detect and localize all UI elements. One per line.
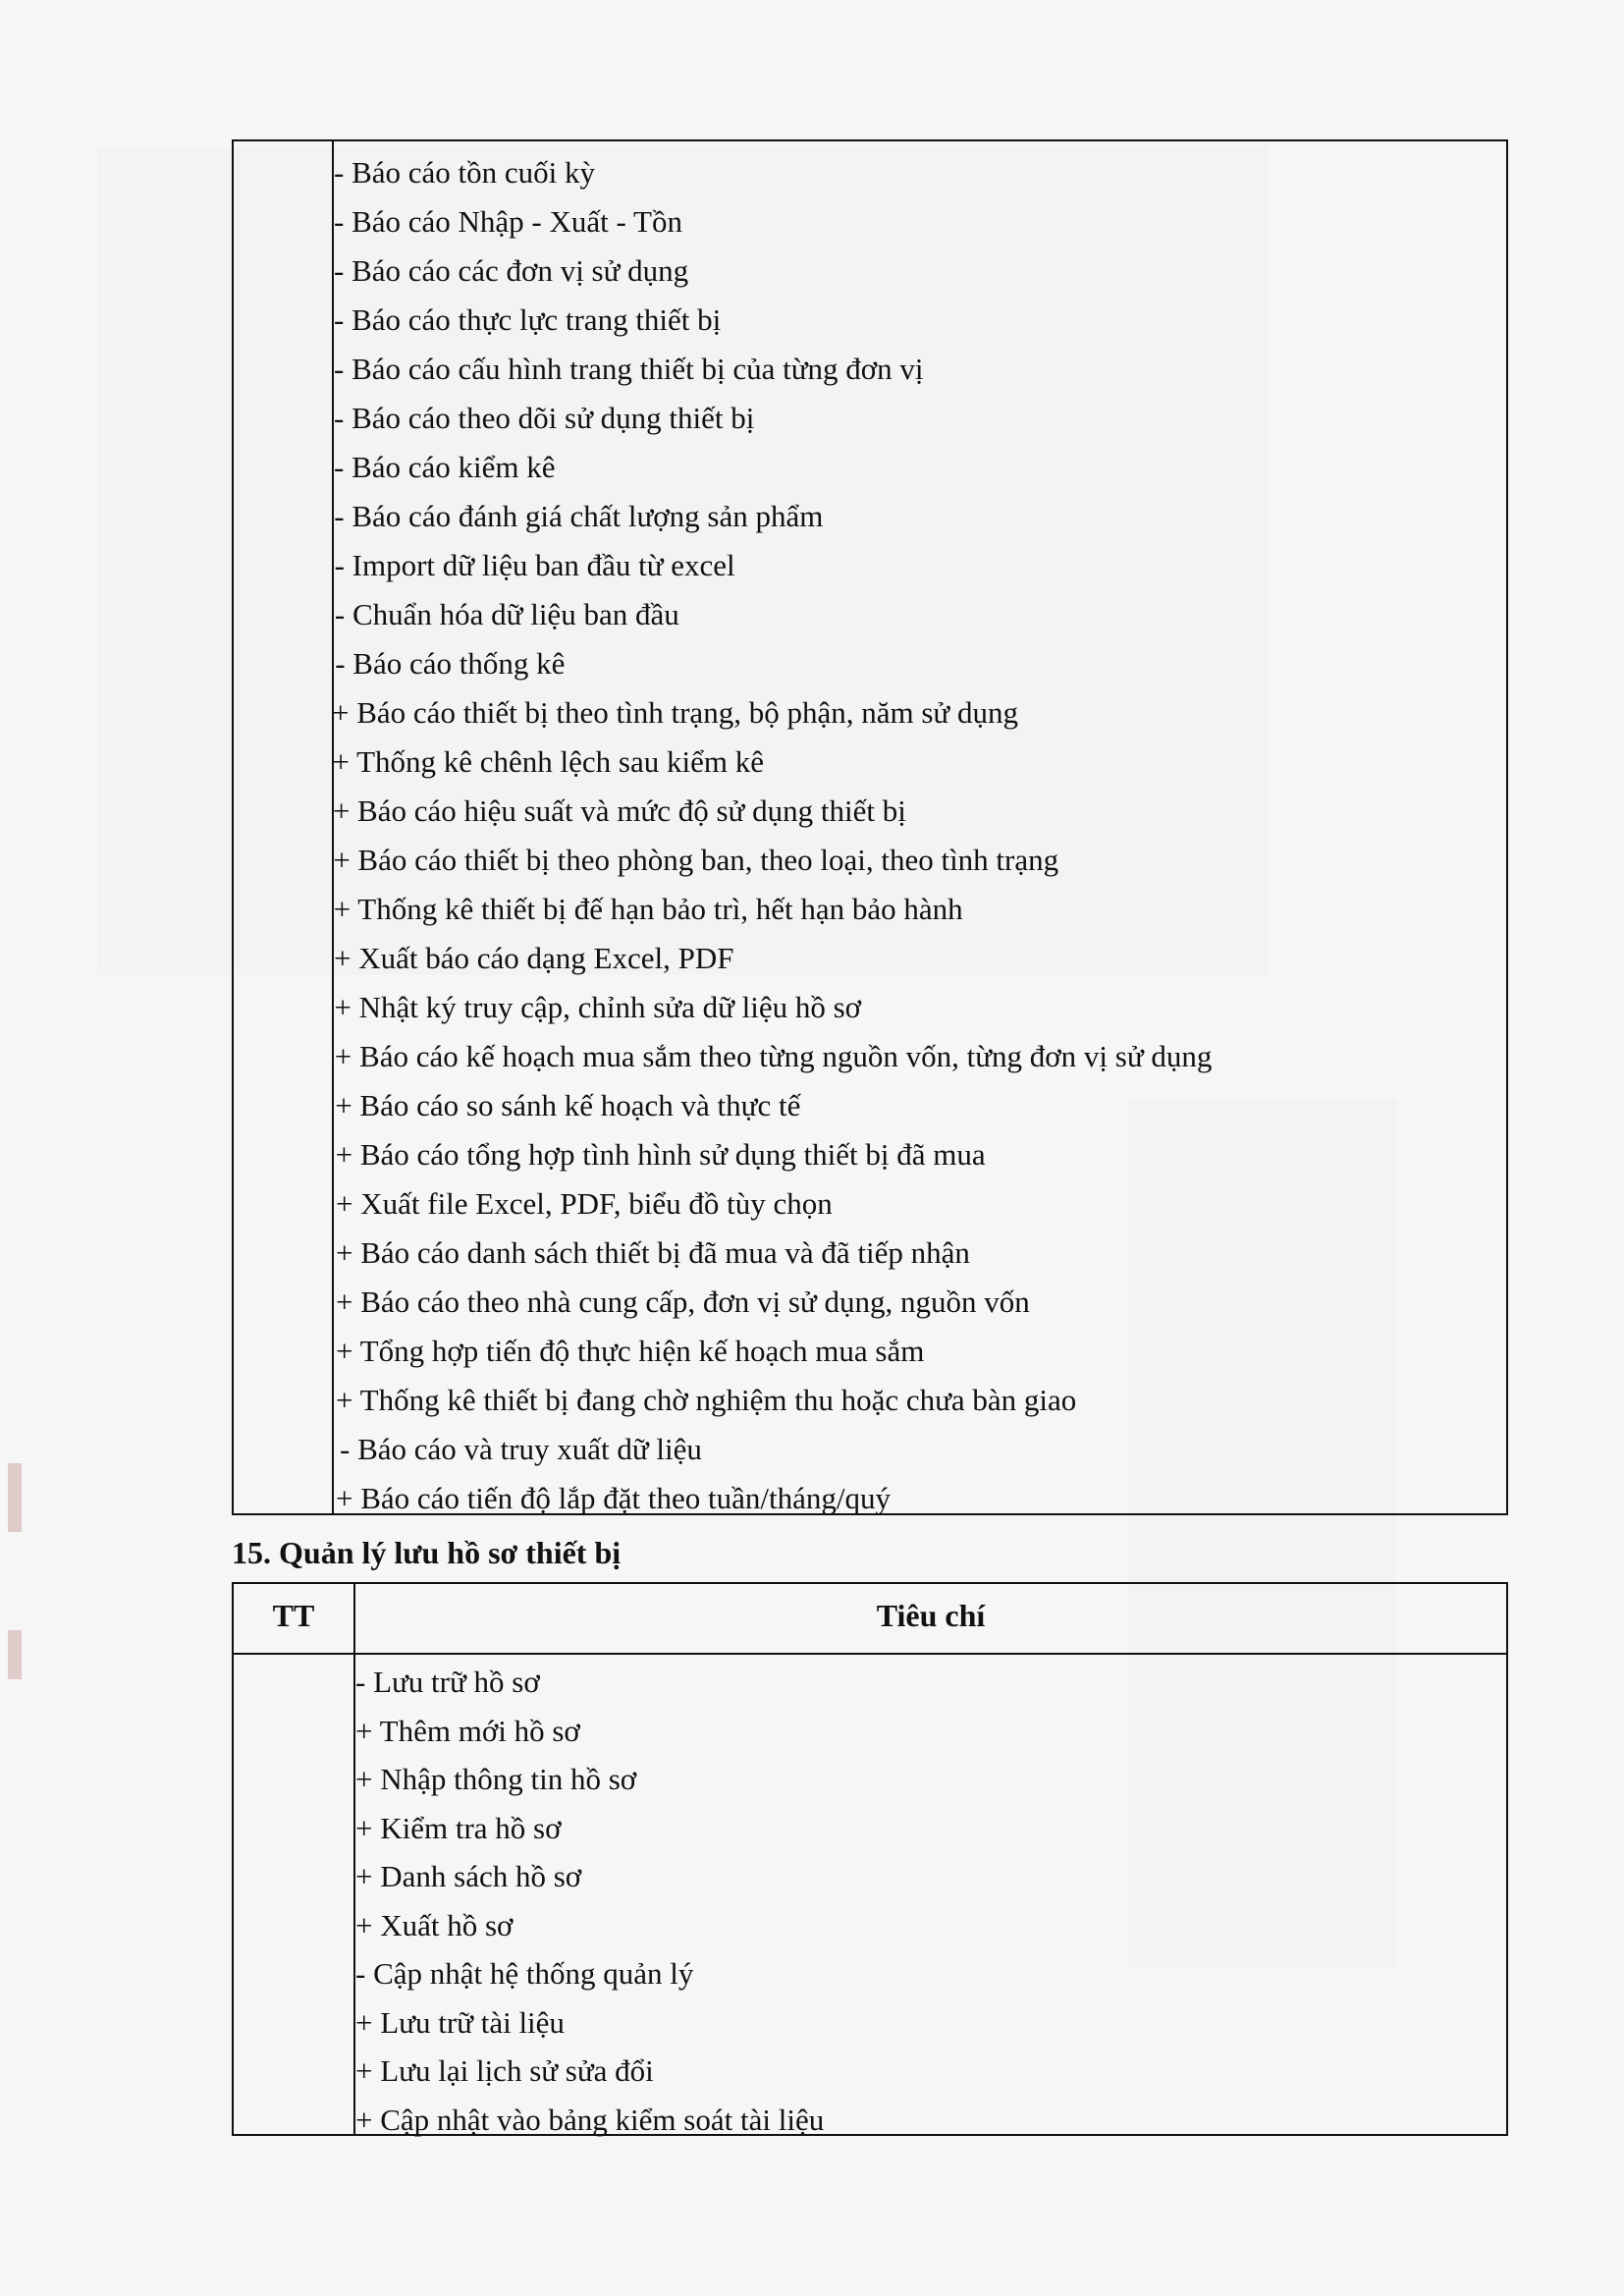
table-row: - Cập nhật hệ thống quản lý	[355, 1956, 694, 1991]
table-row: - Báo cáo kiểm kê	[334, 450, 556, 484]
table-row: - Báo cáo thống kê	[335, 646, 566, 681]
header-tt: TT	[272, 1598, 315, 1633]
table-header-row	[234, 1584, 1506, 1655]
table-row: + Lưu trữ tài liệu	[355, 2004, 565, 2040]
section-heading: 15. Quản lý lưu hồ sơ thiết bị	[232, 1535, 622, 1570]
table-row: + Báo cáo theo nhà cung cấp, đơn vị sử dụng, nguồn vốn	[336, 1285, 1030, 1319]
table-row: + Thống kê thiết bị đế hạn bảo trì, hết hạn bảo hành	[333, 892, 963, 926]
table-row: + Báo cáo tiến độ lắp đặt theo tuần/tháng/quý	[336, 1481, 892, 1515]
table-row: - Chuẩn hóa dữ liệu ban đầu	[334, 597, 679, 631]
table-row: + Báo cáo kế hoạch mua sắm theo từng nguồn vốn, từng đơn vị sử dụng	[334, 1039, 1213, 1073]
table-row: + Kiểm tra hồ sơ	[355, 1810, 562, 1845]
table-row: - Báo cáo cấu hình trang thiết bị của từng đơn vị	[334, 352, 924, 386]
table-row: + Báo cáo so sánh kế hoạch và thực tế	[335, 1088, 801, 1122]
table-row: - Báo cáo Nhập - Xuất - Tồn	[334, 204, 682, 239]
table-row: + Xuất hồ sơ	[355, 1907, 514, 1942]
table-row: + Thống kê thiết bị đang chờ nghiệm thu hoặc chưa bàn giao	[336, 1383, 1077, 1417]
table-row: - Báo cáo theo dõi sử dụng thiết bị	[334, 401, 755, 435]
table-row: + Thống kê chênh lệch sau kiểm kê	[332, 744, 764, 779]
table-row: - Báo cáo các đơn vị sử dụng	[334, 253, 689, 288]
table-row: + Tổng hợp tiến độ thực hiện kế hoạch mua sắm	[336, 1334, 925, 1368]
table-row: + Báo cáo hiệu suất và mức độ sử dụng thiết bị	[332, 793, 906, 828]
table-row: - Import dữ liệu ban đầu từ excel	[334, 548, 735, 582]
table-row: + Lưu lại lịch sử sửa đổi	[355, 2053, 654, 2088]
table-row: - Báo cáo thực lực trang thiết bị	[334, 302, 722, 337]
table-row: - Lưu trữ hồ sơ	[355, 1665, 540, 1699]
table-row: + Báo cáo tổng hợp tình hình sử dụng thiết bị đã mua	[335, 1137, 986, 1172]
table-row: + Báo cáo thiết bị theo phòng ban, theo loại, theo tình trạng	[333, 843, 1059, 877]
table-row: - Báo cáo tồn cuối kỳ	[334, 155, 596, 190]
table-row: + Xuất báo cáo dạng Excel, PDF	[334, 941, 734, 975]
table-row: + Báo cáo danh sách thiết bị đã mua và đã tiếp nhận	[336, 1235, 970, 1270]
table-row: + Thêm mới hồ sơ	[355, 1713, 580, 1748]
table-row: + Cập nhật vào bảng kiểm soát tài liệu	[355, 2102, 825, 2137]
table-row: + Báo cáo thiết bị theo tình trạng, bộ phận, năm sử dụng	[332, 695, 1018, 730]
table-row: + Nhập thông tin hồ sơ	[355, 1762, 637, 1796]
table-row: - Báo cáo đánh giá chất lượng sản phẩm	[334, 499, 824, 533]
table-row: + Xuất file Excel, PDF, biểu đồ tùy chọn	[336, 1186, 833, 1221]
header-criteria: Tiêu chí	[876, 1598, 986, 1633]
table-row: - Báo cáo và truy xuất dữ liệu	[340, 1432, 702, 1466]
margin-mark	[8, 1463, 22, 1532]
criteria-table-section-15	[232, 1582, 1508, 2136]
table-row: + Nhật ký truy cập, chỉnh sửa dữ liệu hồ sơ	[334, 990, 862, 1024]
criteria-table-continued	[232, 139, 1508, 1515]
table-row: + Danh sách hồ sơ	[355, 1859, 582, 1893]
margin-mark	[8, 1630, 22, 1679]
